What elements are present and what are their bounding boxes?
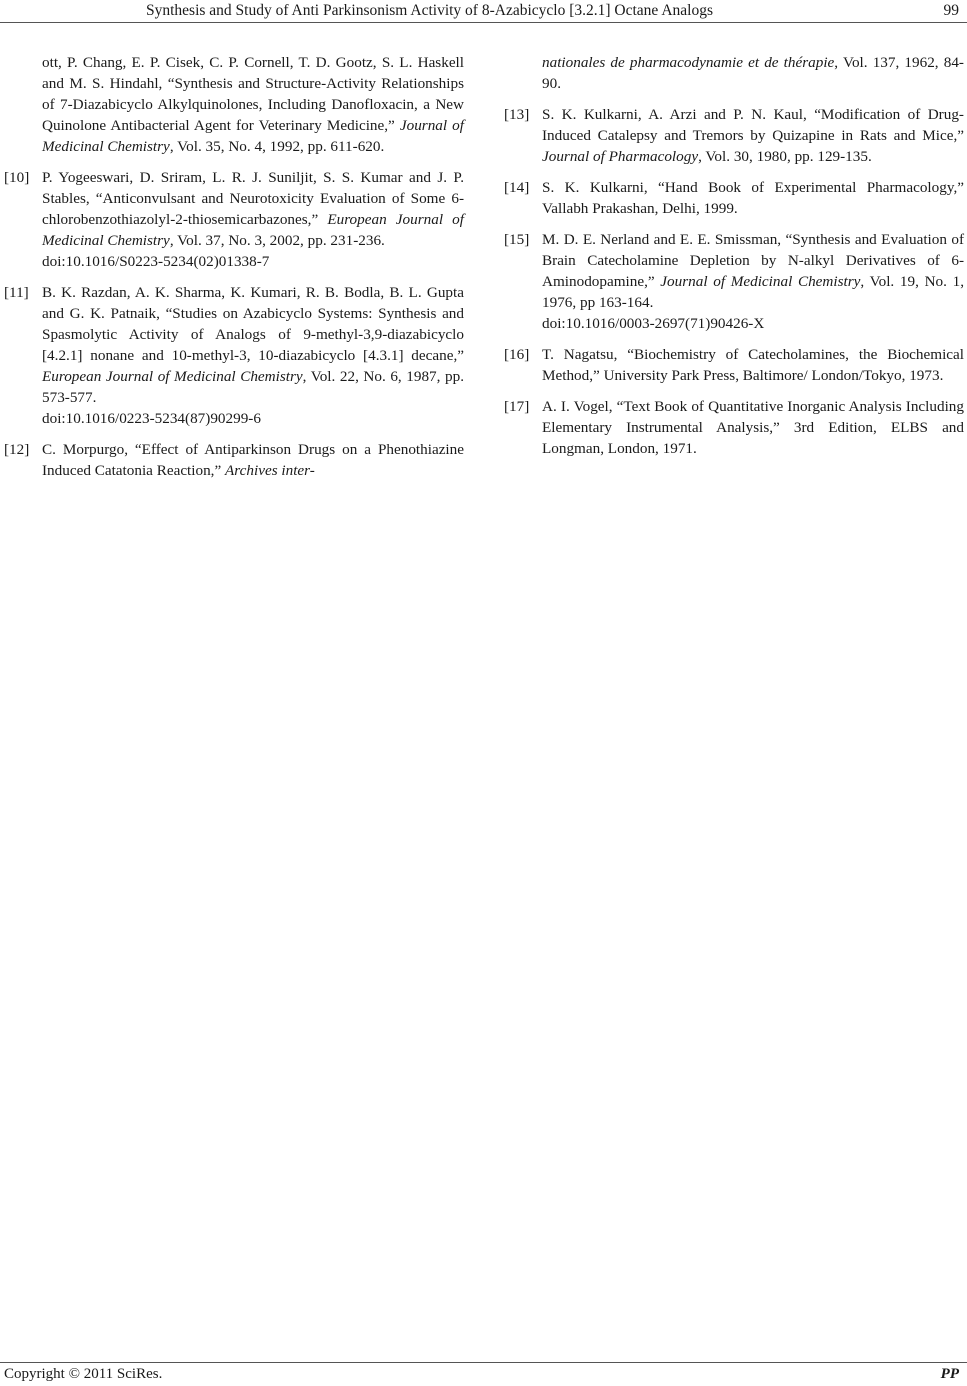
header-divider [0, 22, 967, 23]
reference-number: [16] [504, 346, 530, 363]
reference-text: C. Morpurgo, “Effect of Antiparkinson Drugs on a Phenothiazine Induced Catatonia Reaction,” [42, 441, 464, 479]
running-title: Synthesis and Study of Anti Parkinsonism Activity of 8-Azabicyclo [3.2.1] Octane Analogs [146, 2, 713, 19]
reference-text: , Vol. 19, No. 1, 1976, pp 163-164. [542, 273, 964, 311]
reference-entry [4, 167, 464, 272]
reference-entry [504, 104, 964, 167]
reference-number: [14] [504, 179, 530, 196]
page-footer [0, 1356, 967, 1386]
reference-text: , Vol. 30, 1980, pp. 129-135. [698, 148, 872, 165]
reference-number: [12] [4, 441, 30, 458]
reference-entry [504, 229, 964, 334]
reference-number: [11] [4, 284, 29, 301]
reference-source-title: Archives inter- [225, 462, 315, 479]
reference-doi: doi:10.1016/0003-2697(71)90426-X [542, 315, 765, 332]
reference-text: M. D. E. Nerland and E. E. Smissman, “Synthesis and Evaluation of Brain Catecholamine Depletion by N-alkyl Derivatives of 6-Aminodopamine,” [542, 231, 964, 290]
reference-entry [504, 177, 964, 219]
journal-abbreviation: PP [940, 1366, 959, 1382]
reference-source-title: Journal of Medicinal Chemistry [660, 273, 861, 290]
reference-text: ott, P. Chang, E. P. Cisek, C. P. Cornell, T. D. Gootz, S. L. Haskell and M. S. Hindahl, “Synthesis and Structure-Activity Relationships of 7-Diazabicyclo Alkylquinolones, Including Danofloxacin, a New Quinolone Antibacterial Agent for Veterinary Medicine,” [42, 54, 464, 134]
reference-doi: doi:10.1016/0223-5234(87)90299-6 [42, 410, 261, 427]
reference-number: [13] [504, 106, 530, 123]
reference-doi: doi:10.1016/S0223-5234(02)01338-7 [42, 253, 270, 270]
reference-entry [4, 282, 464, 429]
page-number: 99 [943, 2, 959, 19]
reference-source-title: Journal of Pharmacology [542, 148, 699, 165]
reference-source-title: Journal of Medicinal Chemistry [42, 117, 464, 155]
reference-entry [504, 396, 964, 459]
footer-divider [0, 1362, 967, 1363]
references-left-column [4, 52, 464, 491]
reference-source-title: European Journal of Medicinal Chemistry [42, 211, 464, 249]
reference-text: T. Nagatsu, “Biochemistry of Catecholamines, the Biochemical Method,” University Park Press, Baltimore/ London/Tokyo, 1973. [542, 346, 964, 384]
reference-text: , Vol. 22, No. 6, 1987, pp. 573-577. [42, 368, 464, 406]
references-right-column [504, 52, 964, 469]
reference-text: S. K. Kulkarni, A. Arzi and P. N. Kaul, “Modification of Drug-Induced Catalepsy and Tremors by Quizapine in Rats and Mice,” [542, 106, 964, 144]
reference-text: , Vol. 137, 1962, 84-90. [542, 54, 964, 92]
reference-entry [4, 52, 464, 157]
reference-text: B. K. Razdan, A. K. Sharma, K. Kumari, R. B. Bodla, B. L. Gupta and G. K. Patnaik, “Studies on Azabicyclo Systems: Synthesis and Spasmolytic Activity of Analogs of 9-methyl-3,9-diazabicyclo [4.2.1] nonane and 10-methyl-3, 10-diazabicyclo [4.3.1] decane,” [42, 284, 464, 364]
reference-entry [504, 344, 964, 386]
reference-text: A. I. Vogel, “Text Book of Quantitative Inorganic Analysis Including Elementary Instrumental Analysis,” 3rd Edition, ELBS and Longman, London, 1971. [542, 398, 964, 457]
reference-text: S. K. Kulkarni, “Hand Book of Experimental Pharmacology,” Vallabh Prakashan, Delhi, 1999. [542, 179, 964, 217]
running-header [0, 0, 967, 24]
reference-number: [10] [4, 169, 30, 186]
reference-number: [15] [504, 231, 530, 248]
reference-source-title: European Journal of Medicinal Chemistry [42, 368, 303, 385]
reference-text: , Vol. 35, No. 4, 1992, pp. 611-620. [169, 138, 385, 155]
reference-source-title: nationales de pharmacodynamie et de thérapie [542, 54, 835, 71]
copyright-notice: Copyright © 2011 SciRes. [4, 1366, 163, 1382]
reference-text: P. Yogeeswari, D. Sriram, L. R. J. Suniljit, S. S. Kumar and J. P. Stables, “Anticonvulsant and Neurotoxicity Evaluation of Some 6-chlorobenzothiazolyl-2-thiosemicarbazones,” [42, 169, 464, 228]
reference-text: , Vol. 37, No. 3, 2002, pp. 231-236. [169, 232, 385, 249]
reference-number: [17] [504, 398, 530, 415]
reference-entry [504, 52, 964, 94]
reference-entry [4, 439, 464, 481]
